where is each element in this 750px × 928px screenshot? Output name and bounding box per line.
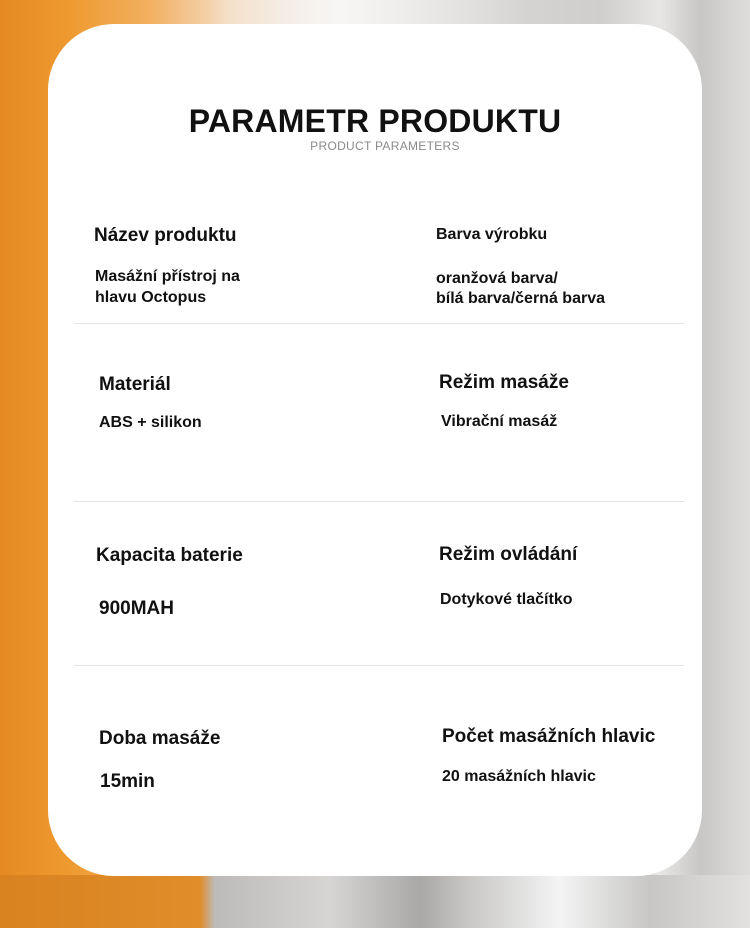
product-name-value-line1: Masážní přístroj na bbox=[95, 268, 240, 285]
material-value: ABS + silikon bbox=[99, 414, 202, 431]
product-name-value-line2: hlavu Octopus bbox=[95, 289, 207, 306]
product-name-label: Název produktu bbox=[94, 225, 237, 246]
massage-mode-value: Vibrační masáž bbox=[441, 413, 558, 430]
massage-heads-value: 20 masážních hlavic bbox=[442, 768, 596, 785]
product-color-value-line1: oranžová barva/ bbox=[436, 270, 558, 287]
page-title: PARAMETR PRODUKTU bbox=[188, 103, 562, 139]
parameters-card bbox=[48, 24, 702, 876]
background-bottom-band bbox=[0, 875, 750, 928]
row-divider bbox=[74, 501, 684, 502]
page-subtitle: PRODUCT PARAMETERS bbox=[310, 139, 460, 153]
massage-time-label: Doba masáže bbox=[99, 728, 221, 749]
massage-time-value: 15min bbox=[100, 771, 155, 792]
massage-heads-label: Počet masážních hlavic bbox=[442, 726, 656, 747]
product-color-label: Barva výrobku bbox=[436, 226, 548, 243]
control-mode-value: Dotykové tlačítko bbox=[440, 591, 573, 608]
product-color-value-line2: bílá barva/černá barva bbox=[436, 290, 605, 307]
battery-capacity-value: 900MAH bbox=[99, 598, 174, 619]
material-label: Materiál bbox=[99, 374, 171, 395]
battery-capacity-label: Kapacita baterie bbox=[96, 545, 243, 566]
row-divider bbox=[74, 665, 684, 666]
control-mode-label: Režim ovládání bbox=[439, 544, 578, 565]
row-divider bbox=[74, 323, 684, 324]
massage-mode-label: Režim masáže bbox=[439, 372, 569, 393]
